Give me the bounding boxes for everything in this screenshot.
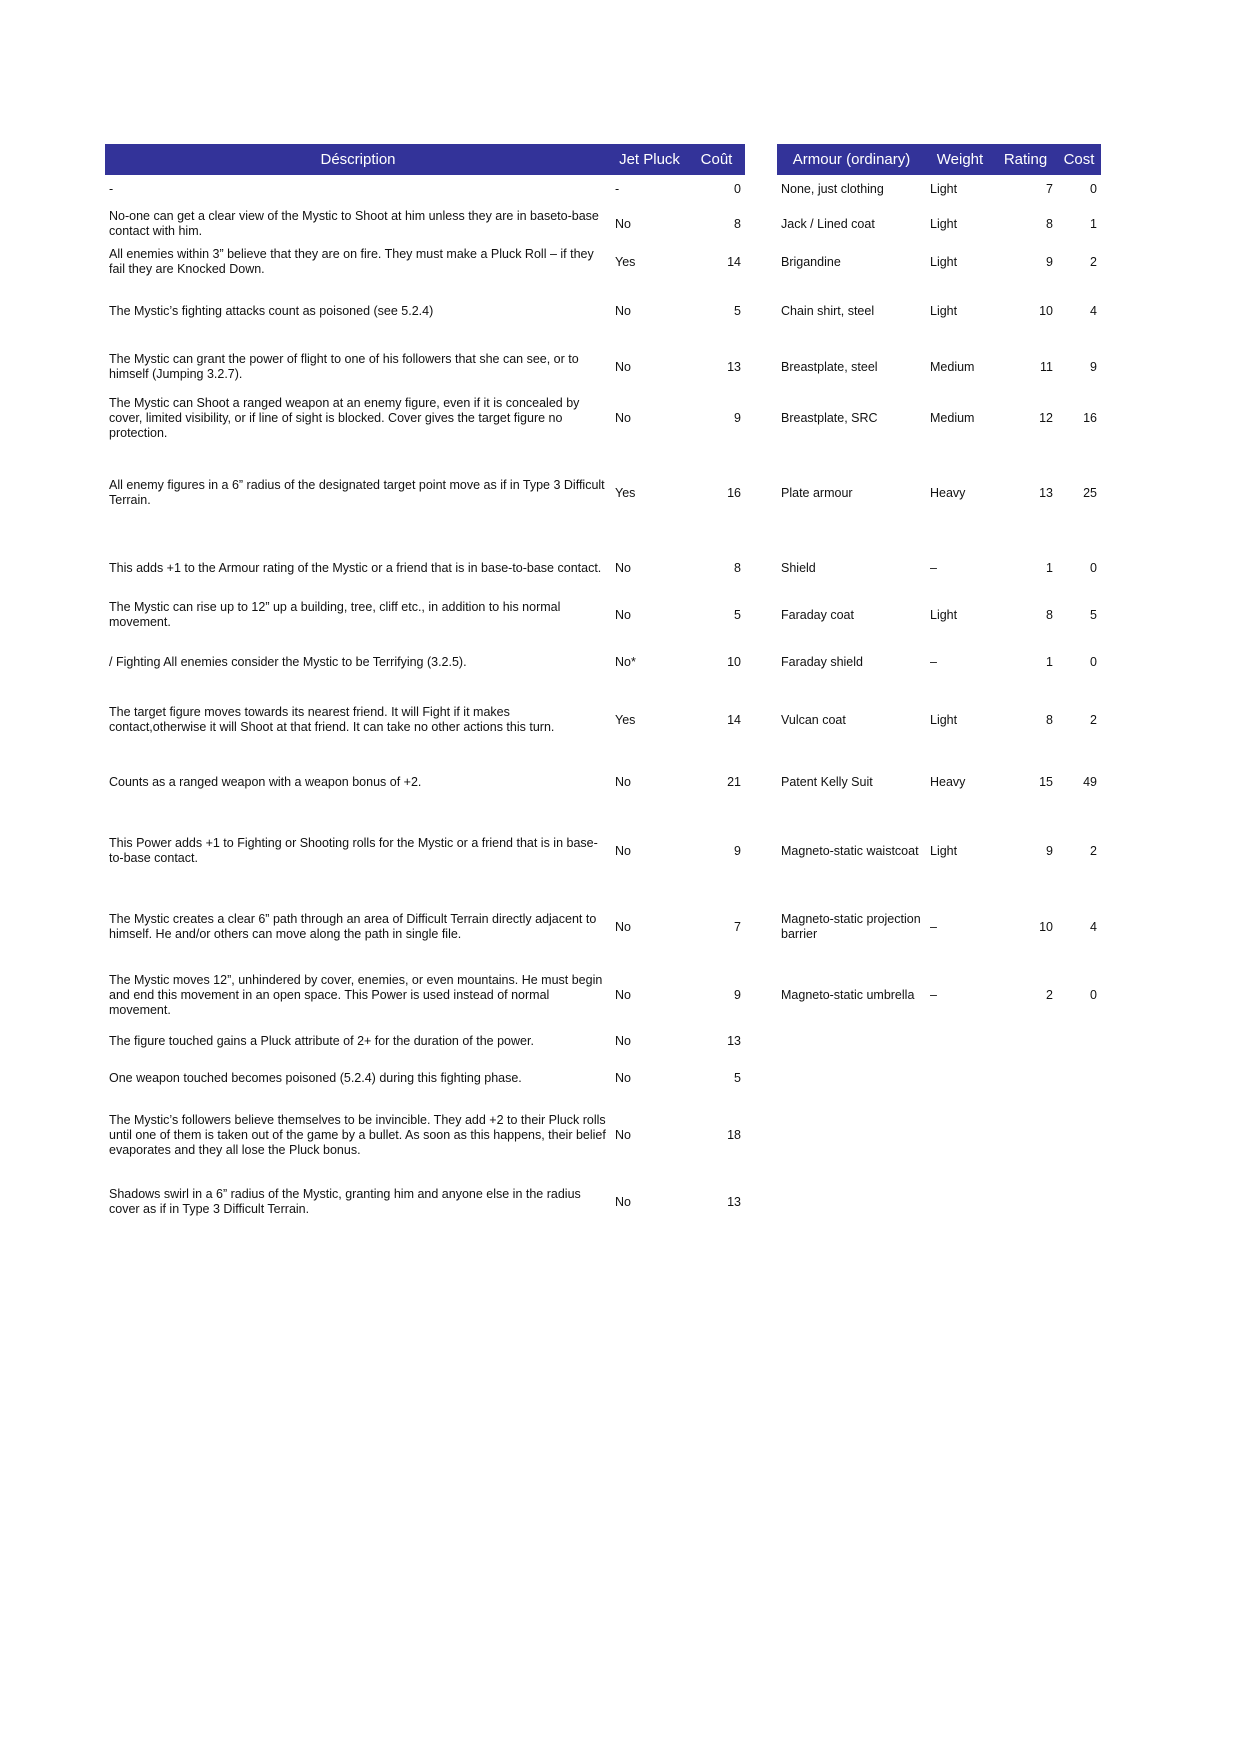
cost-cell: 5	[1090, 607, 1097, 622]
armour-name-cell: Patent Kelly Suit	[781, 774, 873, 789]
armour-name-cell: Magneto-static waistcoat	[781, 843, 919, 858]
cost-cell: 4	[1090, 919, 1097, 934]
table-row	[105, 203, 745, 245]
table-row	[105, 813, 745, 889]
rating-cell: 9	[1046, 254, 1053, 269]
cost-cell: 13	[727, 1033, 741, 1048]
description-cell: The Mystic creates a clear 6” path through an area of Difficult Terrain directly adjacent to himself. He and/or others can move along the path in single file.	[109, 912, 597, 941]
description-cell: This adds +1 to the Armour rating of the Mystic or a friend that is in base-to-base contact.	[109, 560, 602, 575]
weight-cell: Medium	[930, 410, 975, 425]
description-cell: The Mystic can rise up to 12” up a building, tree, cliff etc., in addition to his normal movement.	[109, 600, 561, 629]
description-cell: All enemies within 3” believe that they are on fire. They must make a Pluck Roll – if they fail they are Knocked Down.	[109, 247, 594, 276]
pluck-cell: Yes	[615, 485, 636, 500]
header-description: Déscription	[105, 144, 611, 175]
pluck-cell: No*	[615, 654, 636, 669]
table-row	[105, 279, 745, 343]
cost-cell: 8	[734, 560, 741, 575]
armour-name-cell: Breastplate, SRC	[781, 410, 878, 425]
description-cell: Counts as a ranged weapon with a weapon bonus of +2.	[109, 774, 422, 789]
weight-cell: Medium	[930, 359, 975, 374]
pluck-cell: No	[615, 560, 631, 575]
description-cell: The target figure moves towards its nearest friend. It will Fight if it makes contact,otherwise it will Shoot at that friend. It can take no other actions this turn.	[109, 705, 555, 734]
weight-cell: Light	[930, 181, 958, 196]
weight-cell: Light	[930, 607, 958, 622]
cost-cell: 8	[734, 216, 741, 231]
table-row	[777, 391, 1101, 445]
cost-cell: 0	[1090, 654, 1097, 669]
header-weight: Weight	[926, 144, 994, 175]
cost-cell: 9	[734, 410, 741, 425]
rating-cell: 8	[1046, 607, 1053, 622]
description-cell: Shadows swirl in a 6” radius of the Mystic, granting him and anyone else in the radius cover as if in Type 3 Difficult Terrain.	[109, 1187, 581, 1216]
armour-name-cell: Faraday coat	[781, 607, 854, 622]
rating-cell: 10	[1039, 303, 1053, 318]
table-row	[105, 1057, 745, 1099]
cost-cell: 5	[734, 1070, 741, 1085]
cost-cell: 5	[734, 303, 741, 318]
cost-cell: 2	[1090, 254, 1097, 269]
weight-cell: Light	[930, 254, 958, 269]
weight-cell: Light	[930, 843, 958, 858]
table-row	[105, 391, 745, 445]
pluck-cell: No	[615, 1194, 631, 1209]
cost-cell: 18	[727, 1127, 741, 1142]
table-row	[105, 1025, 745, 1057]
description-cell: One weapon touched becomes poisoned (5.2.4) during this fighting phase.	[109, 1070, 522, 1085]
armour-name-cell: Magneto-static projection barrier	[781, 912, 921, 941]
table-row	[105, 635, 745, 689]
armour-name-cell: Breastplate, steel	[781, 359, 878, 374]
description-cell: All enemy figures in a 6” radius of the designated target point move as if in Type 3 Difficult Terrain.	[109, 478, 605, 507]
armour-name-cell: Chain shirt, steel	[781, 303, 875, 318]
header-rating: Rating	[994, 144, 1057, 175]
description-cell: The figure touched gains a Pluck attribute of 2+ for the duration of the power.	[109, 1033, 534, 1048]
table-row	[105, 1099, 745, 1171]
rating-cell: 9	[1046, 843, 1053, 858]
cost-cell: 9	[734, 843, 741, 858]
rating-cell: 8	[1046, 712, 1053, 727]
table-row	[105, 343, 745, 391]
cost-cell: 14	[727, 712, 741, 727]
mystic-powers-table	[105, 144, 745, 1233]
table-row	[777, 279, 1101, 343]
cost-cell: 10	[727, 654, 741, 669]
rating-cell: 8	[1046, 216, 1053, 231]
weight-cell: –	[930, 919, 937, 934]
pluck-cell: -	[615, 181, 620, 196]
pluck-cell: No	[615, 359, 631, 374]
table-row	[105, 889, 745, 965]
cost-cell: 49	[1083, 774, 1097, 789]
description-cell: -	[109, 181, 114, 196]
description-cell: No-one can get a clear view of the Mystic to Shoot at him unless they are in baseto-base contact with him.	[109, 209, 599, 238]
rating-cell: 15	[1039, 774, 1053, 789]
table-row	[105, 541, 745, 595]
weight-cell: Light	[930, 216, 958, 231]
weight-cell: Light	[930, 303, 958, 318]
pluck-cell: No	[615, 1127, 631, 1142]
table-row	[105, 245, 745, 279]
armour-table	[777, 144, 1101, 1025]
description-cell: The Mystic can Shoot a ranged weapon at an enemy figure, even if it is concealed by cover, limited visibility, or if line of sight is blocked. Cover gives the target figure no protection.	[109, 395, 580, 440]
rating-cell: 2	[1046, 987, 1053, 1002]
pluck-cell: No	[615, 843, 631, 858]
pluck-cell: Yes	[615, 712, 636, 727]
rating-cell: 1	[1046, 560, 1053, 575]
table-row	[777, 343, 1101, 391]
weight-cell: –	[930, 654, 937, 669]
rating-cell: 7	[1046, 181, 1053, 196]
table-row	[777, 203, 1101, 245]
cost-cell: 13	[727, 359, 741, 374]
description-cell: The Mystic’s fighting attacks count as poisoned (see 5.2.4)	[109, 303, 434, 318]
cost-cell: 5	[734, 607, 741, 622]
pluck-cell: No	[615, 1033, 631, 1048]
table-row	[777, 175, 1101, 203]
weight-cell: Heavy	[930, 485, 966, 500]
pluck-cell: No	[615, 410, 631, 425]
table-row	[105, 1171, 745, 1233]
weight-cell: Heavy	[930, 774, 966, 789]
pluck-cell: No	[615, 987, 631, 1002]
cost-cell: 9	[1090, 359, 1097, 374]
cost-cell: 4	[1090, 303, 1097, 318]
description-cell: The Mystic moves 12”, unhindered by cover, enemies, or even mountains. He must begin and end this movement in an open space. This Power is used instead of normal movement.	[109, 972, 603, 1017]
armour-name-cell: Magneto-static umbrella	[781, 987, 915, 1002]
armour-name-cell: Faraday shield	[781, 654, 863, 669]
pluck-cell: No	[615, 303, 631, 318]
cost-cell: 0	[1090, 560, 1097, 575]
armour-name-cell: Plate armour	[781, 485, 853, 500]
table-row	[777, 889, 1101, 965]
pluck-cell: No	[615, 607, 631, 622]
header-cout: Coût	[688, 144, 745, 175]
cost-cell: 14	[727, 254, 741, 269]
cost-cell: 16	[1083, 410, 1097, 425]
table-row	[105, 965, 745, 1025]
armour-name-cell: Brigandine	[781, 254, 841, 269]
table-row	[777, 689, 1101, 751]
armour-name-cell: Shield	[781, 560, 816, 575]
description-cell: / Fighting All enemies consider the Mystic to be Terrifying (3.2.5).	[109, 654, 467, 669]
header-jet-pluck: Jet Pluck	[611, 144, 688, 175]
rating-cell: 13	[1039, 485, 1053, 500]
cost-cell: 13	[727, 1194, 741, 1209]
table-row	[777, 813, 1101, 889]
cost-cell: 0	[1090, 987, 1097, 1002]
rating-cell: 1	[1046, 654, 1053, 669]
table-row	[105, 175, 745, 203]
table-row	[777, 635, 1101, 689]
header-cost: Cost	[1057, 144, 1101, 175]
header-row	[777, 144, 1101, 175]
weight-cell: –	[930, 560, 937, 575]
cost-cell: 2	[1090, 843, 1097, 858]
header-armour: Armour (ordinary)	[777, 144, 926, 175]
cost-cell: 0	[1090, 181, 1097, 196]
cost-cell: 21	[727, 774, 741, 789]
cost-cell: 1	[1090, 216, 1097, 231]
pluck-cell: No	[615, 1070, 631, 1085]
table-row	[777, 965, 1101, 1025]
table-row	[777, 245, 1101, 279]
weight-cell: Light	[930, 712, 958, 727]
pluck-cell: Yes	[615, 254, 636, 269]
table-row	[105, 595, 745, 635]
table-row	[105, 445, 745, 541]
cost-cell: 2	[1090, 712, 1097, 727]
pluck-cell: No	[615, 919, 631, 934]
cost-cell: 16	[727, 485, 741, 500]
table-row	[777, 751, 1101, 813]
table-row	[105, 689, 745, 751]
table-row	[105, 751, 745, 813]
armour-name-cell: Vulcan coat	[781, 712, 846, 727]
cost-cell: 9	[734, 987, 741, 1002]
rating-cell: 12	[1039, 410, 1053, 425]
description-cell: This Power adds +1 to Fighting or Shooting rolls for the Mystic or a friend that is in base-to-base contact.	[109, 836, 598, 865]
description-cell: The Mystic can grant the power of flight to one of his followers that she can see, or to himself (Jumping 3.2.7).	[109, 352, 579, 381]
armour-name-cell: Jack / Lined coat	[781, 216, 875, 231]
table-row	[777, 541, 1101, 595]
table-row	[777, 445, 1101, 541]
header-row	[105, 144, 745, 175]
cost-cell: 0	[734, 181, 741, 196]
armour-name-cell: None, just clothing	[781, 181, 884, 196]
weight-cell: –	[930, 987, 937, 1002]
pluck-cell: No	[615, 216, 631, 231]
rating-cell: 11	[1040, 359, 1053, 374]
cost-cell: 25	[1083, 485, 1097, 500]
table-row	[777, 595, 1101, 635]
cost-cell: 7	[734, 919, 741, 934]
description-cell: The Mystic’s followers believe themselves to be invincible. They add +2 to their Pluck rolls until one of them is taken out of the game by a bullet. As soon as this happens, their belief evaporates and they all lose the Pluck bonus.	[109, 1112, 606, 1157]
pluck-cell: No	[615, 774, 631, 789]
rating-cell: 10	[1039, 919, 1053, 934]
